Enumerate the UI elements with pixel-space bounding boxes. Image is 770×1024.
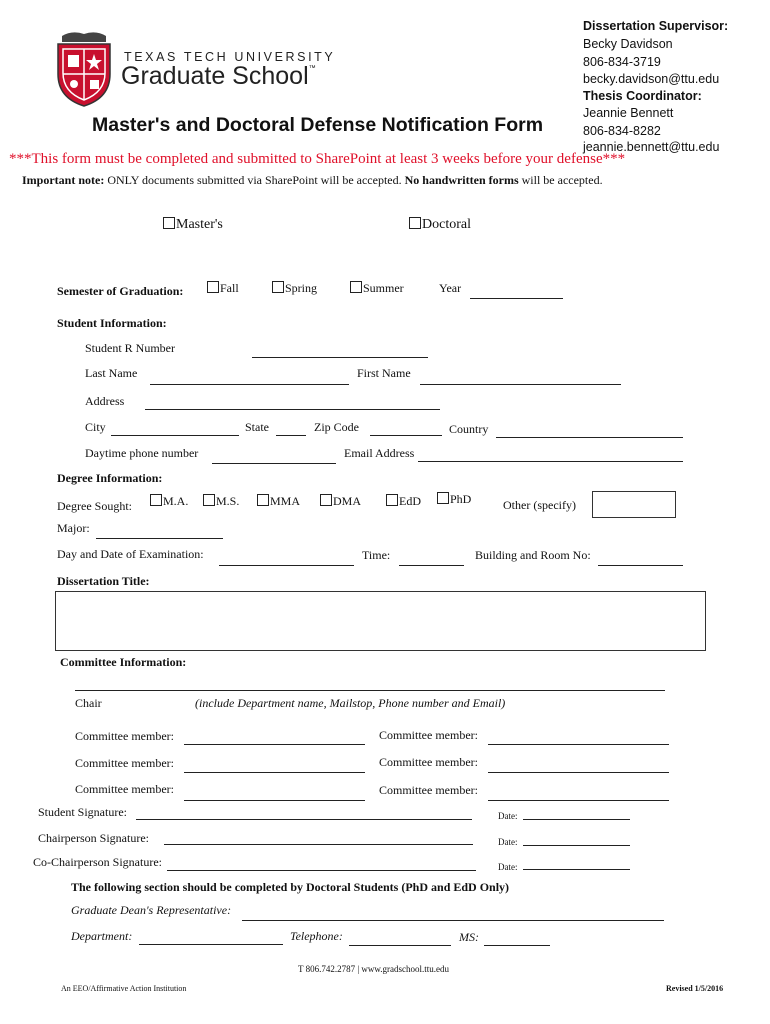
dma-label: DMA	[333, 494, 362, 508]
ma-checkbox[interactable]	[150, 494, 162, 506]
important-note-label: Important note:	[22, 173, 105, 187]
committee-member-field-3[interactable]	[184, 772, 365, 773]
important-note	[22, 173, 603, 188]
phd-option[interactable]	[437, 492, 471, 507]
room-field[interactable]	[598, 565, 683, 566]
important-note-text: ONLY documents submitted via SharePoint will be accepted.	[104, 173, 405, 187]
chair-note: (include Department name, Mailstop, Phone number and Email)	[195, 696, 506, 710]
spring-option[interactable]	[272, 281, 317, 296]
university-name: TEXAS TECH UNIVERSITY	[124, 50, 336, 64]
semester-label: Semester of Graduation:	[57, 284, 184, 298]
exam-date-field[interactable]	[219, 565, 354, 566]
email-field[interactable]	[418, 461, 683, 462]
dma-option[interactable]	[320, 494, 361, 509]
state-label: State	[245, 420, 269, 434]
summer-checkbox[interactable]	[350, 281, 362, 293]
dean-rep-field[interactable]	[242, 920, 664, 921]
committee-member-label-5: Committee member:	[75, 782, 174, 796]
ms-checkbox[interactable]	[203, 494, 215, 506]
chair-signature-label: Chairperson Signature:	[38, 831, 149, 845]
handwritten-rest: will be accepted.	[518, 173, 603, 187]
ma-label: M.A.	[163, 494, 189, 508]
doctoral-label: Doctoral	[422, 217, 471, 232]
school-name	[121, 62, 316, 91]
other-label: Other (specify)	[503, 498, 576, 512]
form-title: Master's and Doctoral Defense Notification Form	[92, 114, 544, 136]
masters-checkbox[interactable]	[163, 217, 175, 229]
spring-label: Spring	[285, 281, 318, 295]
revised-date: Revised 1/5/2016	[666, 984, 724, 993]
email-label: Email Address	[344, 446, 415, 460]
spring-checkbox[interactable]	[272, 281, 284, 293]
masters-label: Master's	[176, 217, 223, 232]
footer-contact: T 806.742.2787 | www.gradschool.ttu.edu	[298, 964, 450, 974]
degree-sought-label: Degree Sought:	[57, 499, 132, 513]
coordinator-label: Thesis Coordinator:	[583, 89, 702, 103]
time-field[interactable]	[399, 565, 464, 566]
other-specify-field[interactable]	[592, 491, 676, 518]
supervisor-name: Becky Davidson	[583, 37, 673, 51]
doctoral-checkbox[interactable]	[409, 217, 421, 229]
state-field[interactable]	[276, 435, 306, 436]
last-name-label: Last Name	[85, 366, 138, 380]
summer-option[interactable]	[350, 281, 404, 296]
supervisor-label: Dissertation Supervisor:	[583, 19, 729, 33]
committee-member-label-2: Committee member:	[379, 728, 478, 742]
student-date-field[interactable]	[523, 819, 630, 820]
fall-checkbox[interactable]	[207, 281, 219, 293]
edd-label: EdD	[399, 494, 421, 508]
country-field[interactable]	[496, 437, 683, 438]
committee-member-field-5[interactable]	[184, 800, 365, 801]
committee-member-label-3: Committee member:	[75, 756, 174, 770]
phone-field[interactable]	[212, 463, 336, 464]
city-field[interactable]	[111, 435, 239, 436]
r-number-label: Student R Number	[85, 341, 175, 355]
ms-option[interactable]	[203, 494, 239, 509]
committee-member-label-6: Committee member:	[379, 783, 478, 797]
telephone-field[interactable]	[349, 945, 451, 946]
chair-date-field[interactable]	[523, 845, 630, 846]
first-name-field[interactable]	[420, 384, 621, 385]
committee-member-label-1: Committee member:	[75, 729, 174, 743]
phone-label: Daytime phone number	[85, 446, 199, 460]
mma-checkbox[interactable]	[257, 494, 269, 506]
mma-label: MMA	[270, 494, 301, 508]
last-name-field[interactable]	[150, 384, 349, 385]
committee-member-field-6[interactable]	[488, 800, 669, 801]
summer-label: Summer	[363, 281, 404, 295]
handwritten-bold: No handwritten forms	[404, 173, 519, 187]
masters-option[interactable]	[163, 217, 223, 233]
first-name-label: First Name	[357, 366, 411, 380]
committee-member-field-4[interactable]	[488, 772, 669, 773]
degree-info-heading: Degree Information:	[57, 471, 163, 485]
dma-checkbox[interactable]	[320, 494, 332, 506]
department-label: Department:	[71, 929, 133, 943]
edd-checkbox[interactable]	[386, 494, 398, 506]
chair-label: Chair	[75, 696, 102, 710]
doctoral-option[interactable]	[409, 217, 471, 233]
dissertation-title-label: Dissertation Title:	[57, 574, 150, 588]
chair-date-label: Date:	[498, 837, 518, 847]
zip-field[interactable]	[370, 435, 442, 436]
fall-option[interactable]	[207, 281, 239, 296]
zip-label: Zip Code	[314, 420, 359, 434]
eeo-statement: An EEO/Affirmative Action Institution	[61, 984, 187, 993]
mailstop-field[interactable]	[484, 945, 550, 946]
trademark-mark: ™	[308, 65, 316, 72]
department-field[interactable]	[139, 944, 283, 945]
address-field[interactable]	[145, 409, 440, 410]
chair-field[interactable]	[75, 690, 665, 691]
doctoral-section-heading: The following section should be completed by Doctoral Students (PhD and EdD Only)	[71, 880, 510, 894]
student-signature-field[interactable]	[136, 819, 472, 820]
student-signature-label: Student Signature:	[38, 805, 127, 819]
city-label: City	[85, 420, 106, 434]
cochair-date-field[interactable]	[523, 869, 630, 870]
ma-option[interactable]	[150, 494, 188, 509]
committee-member-label-4: Committee member:	[379, 755, 478, 769]
ttu-logo	[54, 30, 114, 108]
supervisor-phone: 806-834-3719	[583, 55, 661, 69]
committee-member-field-1[interactable]	[184, 744, 365, 745]
edd-option[interactable]	[386, 494, 421, 509]
exam-date-label: Day and Date of Examination:	[57, 547, 204, 561]
phd-label: PhD	[450, 492, 472, 506]
coordinator-phone: 806-834-8282	[583, 124, 661, 138]
chair-signature-field[interactable]	[164, 844, 473, 845]
country-label: Country	[449, 422, 489, 436]
phd-checkbox[interactable]	[437, 492, 449, 504]
committee-heading: Committee Information:	[60, 655, 187, 669]
school-name-text: Graduate School	[121, 62, 309, 90]
fall-label: Fall	[220, 281, 239, 295]
cochair-signature-label: Co-Chairperson Signature:	[33, 855, 162, 869]
coordinator-name: Jeannie Bennett	[583, 106, 674, 120]
deadline-notice: ***This form must be completed and submitted to SharePoint at least 3 weeks before your defense***	[9, 151, 626, 167]
dissertation-title-field[interactable]	[55, 591, 706, 651]
major-label: Major:	[57, 521, 90, 535]
cochair-date-label: Date:	[498, 862, 518, 872]
time-label: Time:	[362, 548, 391, 562]
year-field[interactable]	[470, 298, 563, 299]
student-info-heading: Student Information:	[57, 316, 167, 330]
major-field[interactable]	[96, 538, 223, 539]
ms-label: M.S.	[216, 494, 240, 508]
shield-icon	[54, 30, 114, 108]
year-label: Year	[439, 281, 462, 295]
supervisor-email[interactable]: becky.davidson@ttu.edu	[583, 72, 720, 86]
committee-member-field-2[interactable]	[488, 744, 669, 745]
coordinator-email[interactable]: jeannie.bennett@ttu.edu	[583, 140, 720, 154]
student-date-label: Date:	[498, 811, 518, 821]
mma-option[interactable]	[257, 494, 300, 509]
r-number-field[interactable]	[252, 357, 428, 358]
cochair-signature-field[interactable]	[167, 870, 476, 871]
mailstop-label: MS:	[459, 930, 479, 944]
dean-rep-label: Graduate Dean's Representative:	[71, 903, 232, 917]
address-label: Address	[85, 394, 125, 408]
telephone-label: Telephone:	[290, 929, 343, 943]
room-label: Building and Room No:	[475, 548, 591, 562]
